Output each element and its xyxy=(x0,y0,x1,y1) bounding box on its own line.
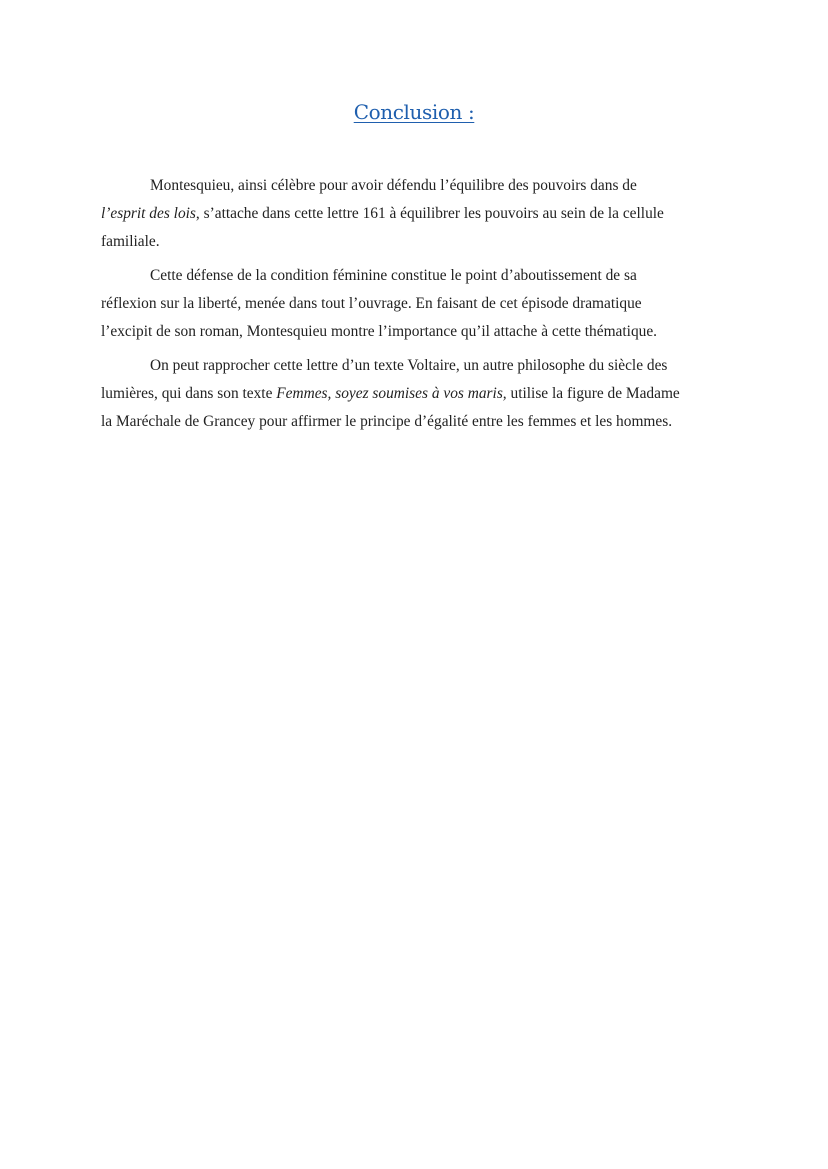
page-title: Conclusion : xyxy=(353,100,475,124)
paragraph-1 xyxy=(101,172,729,256)
paragraph-line: l’excipit de son roman, Montesquieu montre l’importance qu’il attache à cette thématique. xyxy=(101,323,658,340)
line-text: lumières, qui dans son texte xyxy=(101,385,277,402)
paragraph-3 xyxy=(101,352,729,436)
paragraph-line xyxy=(101,200,729,228)
paragraph-line: Cette défense de la condition féminine constitue le point d’aboutissement de sa xyxy=(150,267,637,284)
paragraph-line: Montesquieu, ainsi célèbre pour avoir défendu l’équilibre des pouvoirs dans de xyxy=(150,177,637,194)
paragraph-line xyxy=(101,380,729,408)
line-text: utilise la figure de Madame xyxy=(506,385,680,402)
paragraph-line: réflexion sur la liberté, menée dans tout l’ouvrage. En faisant de cet épisode dramatique xyxy=(101,295,642,312)
document-body xyxy=(101,172,729,442)
paragraph-line: la Maréchale de Grancey pour affirmer le principe d’égalité entre les femmes et les hommes. xyxy=(101,413,673,430)
line-text: , s’attache dans cette lettre 161 à équilibrer les pouvoirs au sein de la cellule xyxy=(195,205,664,222)
paragraph-line: On peut rapprocher cette lettre d’un texte Voltaire, un autre philosophe du siècle des xyxy=(150,357,668,374)
italic-title: l’esprit des lois xyxy=(101,205,196,222)
paragraph-2 xyxy=(101,262,729,346)
italic-title: Femmes, soyez soumises à vos maris, xyxy=(276,385,507,402)
paragraph-line: familiale. xyxy=(101,233,160,250)
